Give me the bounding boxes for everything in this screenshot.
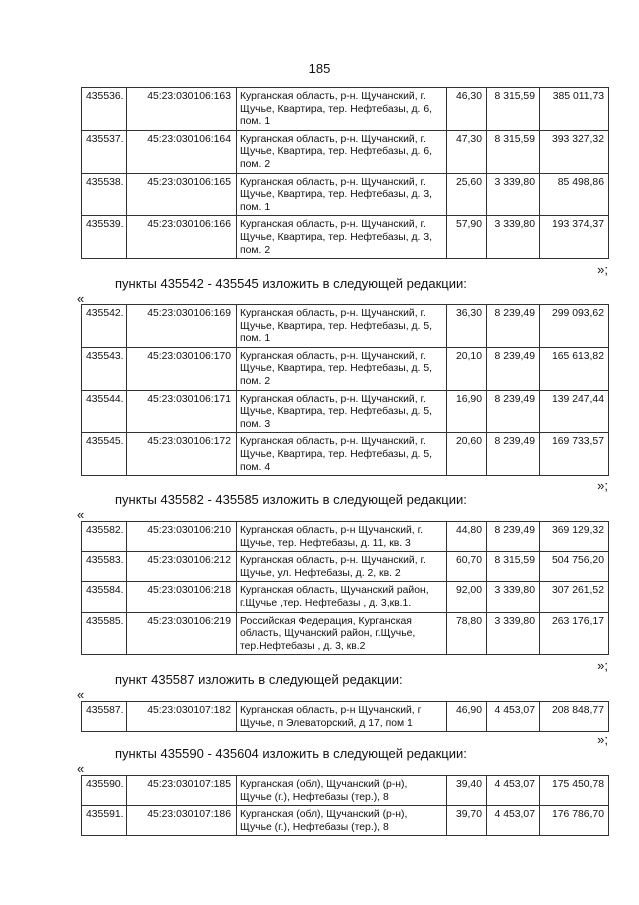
opening-quote: « (77, 507, 85, 522)
specific-value-cell: 8 239,49 (487, 305, 540, 348)
specific-value-cell: 4 453,07 (487, 806, 540, 836)
cadastral-value-cell: 393 327,32 (540, 130, 609, 173)
table-row (82, 88, 609, 131)
row-number-cell: 435583. (82, 552, 127, 582)
cadastral-value-cell: 169 733,57 (540, 433, 609, 476)
specific-value-cell: 4 453,07 (487, 702, 540, 732)
row-number-cell: 435538. (82, 173, 127, 216)
specific-value-cell: 8 315,59 (487, 130, 540, 173)
cadastral-number-cell: 45:23:030106:170 (127, 347, 237, 390)
address-cell: Курганская область, р-н. Щучанский, г. Щучье, Квартира, тер. Нефтебазы, д. 3, пом. 2 (237, 216, 447, 259)
specific-value-cell: 3 339,80 (487, 582, 540, 612)
specific-value-cell: 8 239,49 (487, 347, 540, 390)
row-number-cell: 435539. (82, 216, 127, 259)
cadastral-value-cell: 369 129,32 (540, 522, 609, 552)
table-row (82, 776, 609, 806)
opening-quote: « (77, 687, 85, 702)
area-cell: 46,30 (447, 88, 487, 131)
table-row (82, 173, 609, 216)
cadastral-number-cell: 45:23:030106:210 (127, 522, 237, 552)
address-cell: Курганская область, р-н. Щучанский, г. Щучье, ул. Нефтебазы, д. 2, кв. 2 (237, 552, 447, 582)
closing-quote: »; (597, 262, 608, 277)
row-number-cell: 435587. (82, 702, 127, 732)
table-row (82, 347, 609, 390)
specific-value-cell: 3 339,80 (487, 216, 540, 259)
area-cell: 44,80 (447, 522, 487, 552)
address-cell: Курганская область, р-н. Щучанский, г. Щучье, Квартира, тер. Нефтебазы, д. 5, пом. 4 (237, 433, 447, 476)
closing-quote: »; (597, 658, 608, 673)
area-cell: 25,60 (447, 173, 487, 216)
cadastral-number-cell: 45:23:030106:164 (127, 130, 237, 173)
cadastral-number-cell: 45:23:030106:212 (127, 552, 237, 582)
cadastral-value-cell: 176 786,70 (540, 806, 609, 836)
address-cell: Курганская область, р-н Щучанский, г Щучье, п Элеваторский, д 17, пом 1 (237, 702, 447, 732)
amendment-instruction: пункты 435590 - 435604 изложить в следующей редакции: (115, 746, 467, 761)
area-cell: 36,30 (447, 305, 487, 348)
specific-value-cell: 4 453,07 (487, 776, 540, 806)
table-row (82, 433, 609, 476)
cadastral-number-cell: 45:23:030106:166 (127, 216, 237, 259)
registry-table-1 (81, 87, 609, 259)
table-row (82, 612, 609, 655)
address-cell: Курганская область, р-н. Щучанский, г. Щучье, Квартира, тер. Нефтебазы, д. 6, пом. 1 (237, 88, 447, 131)
address-cell: Курганская (обл), Щучанский (р-н), Щучье (г.), Нефтебазы (тер.), 8 (237, 806, 447, 836)
specific-value-cell: 3 339,80 (487, 173, 540, 216)
address-cell: Курганская область, Щучанский район, г.Щучье ,тер. Нефтебазы , д. 3,кв.1. (237, 582, 447, 612)
row-number-cell: 435582. (82, 522, 127, 552)
opening-quote: « (77, 291, 85, 306)
cadastral-value-cell: 208 848,77 (540, 702, 609, 732)
address-cell: Курганская область, р-н. Щучанский, г. Щучье, Квартира, тер. Нефтебазы, д. 5, пом. 2 (237, 347, 447, 390)
table-row (82, 582, 609, 612)
amendment-instruction: пункты 435582 - 435585 изложить в следующей редакции: (115, 492, 467, 507)
specific-value-cell: 8 239,49 (487, 390, 540, 433)
registry-table-4 (81, 701, 609, 732)
cadastral-value-cell: 175 450,78 (540, 776, 609, 806)
cadastral-number-cell: 45:23:030106:165 (127, 173, 237, 216)
page-number: 185 (308, 61, 331, 76)
cadastral-number-cell: 45:23:030106:169 (127, 305, 237, 348)
area-cell: 39,40 (447, 776, 487, 806)
specific-value-cell: 8 239,49 (487, 433, 540, 476)
cadastral-value-cell: 165 613,82 (540, 347, 609, 390)
area-cell: 57,90 (447, 216, 487, 259)
area-cell: 78,80 (447, 612, 487, 655)
closing-quote: »; (597, 478, 608, 493)
area-cell: 46,90 (447, 702, 487, 732)
cadastral-number-cell: 45:23:030106:172 (127, 433, 237, 476)
table-row (82, 390, 609, 433)
cadastral-value-cell: 299 093,62 (540, 305, 609, 348)
area-cell: 20,10 (447, 347, 487, 390)
specific-value-cell: 3 339,80 (487, 612, 540, 655)
row-number-cell: 435584. (82, 582, 127, 612)
cadastral-number-cell: 45:23:030106:219 (127, 612, 237, 655)
registry-table-2 (81, 304, 609, 476)
table-row (82, 806, 609, 836)
area-cell: 47,30 (447, 130, 487, 173)
specific-value-cell: 8 239,49 (487, 522, 540, 552)
area-cell: 39,70 (447, 806, 487, 836)
address-cell: Курганская область, р-н. Щучанский, г. Щучье, Квартира, тер. Нефтебазы, д. 3, пом. 1 (237, 173, 447, 216)
address-cell: Курганская область, р-н. Щучанский, г. Щучье, Квартира, тер. Нефтебазы, д. 5, пом. 3 (237, 390, 447, 433)
specific-value-cell: 8 315,59 (487, 552, 540, 582)
area-cell: 20,60 (447, 433, 487, 476)
cadastral-number-cell: 45:23:030106:163 (127, 88, 237, 131)
table-row (82, 552, 609, 582)
table-row (82, 522, 609, 552)
cadastral-value-cell: 139 247,44 (540, 390, 609, 433)
area-cell: 16,90 (447, 390, 487, 433)
amendment-instruction: пункты 435542 - 435545 изложить в следующей редакции: (115, 276, 467, 291)
row-number-cell: 435585. (82, 612, 127, 655)
closing-quote: »; (597, 732, 608, 747)
cadastral-value-cell: 263 176,17 (540, 612, 609, 655)
area-cell: 92,00 (447, 582, 487, 612)
address-cell: Курганская область, р-н. Щучанский, г. Щучье, Квартира, тер. Нефтебазы, д. 5, пом. 1 (237, 305, 447, 348)
address-cell: Курганская (обл), Щучанский (р-н), Щучье (г.), Нефтебазы (тер.), 8 (237, 776, 447, 806)
table-row (82, 305, 609, 348)
address-cell: Курганская область, р-н. Щучанский, г. Щучье, Квартира, тер. Нефтебазы, д. 6, пом. 2 (237, 130, 447, 173)
cadastral-value-cell: 385 011,73 (540, 88, 609, 131)
cadastral-number-cell: 45:23:030107:185 (127, 776, 237, 806)
cadastral-number-cell: 45:23:030106:171 (127, 390, 237, 433)
cadastral-number-cell: 45:23:030107:182 (127, 702, 237, 732)
row-number-cell: 435591. (82, 806, 127, 836)
row-number-cell: 435536. (82, 88, 127, 131)
row-number-cell: 435545. (82, 433, 127, 476)
address-cell: Российская Федерация, Курганская область, Щучанский район, г.Щучье, тер.Нефтебазы , д. 3, кв.2 (237, 612, 447, 655)
registry-table-5 (81, 775, 609, 836)
cadastral-number-cell: 45:23:030107:186 (127, 806, 237, 836)
cadastral-number-cell: 45:23:030106:218 (127, 582, 237, 612)
specific-value-cell: 8 315,59 (487, 88, 540, 131)
opening-quote: « (77, 761, 85, 776)
cadastral-value-cell: 193 374,37 (540, 216, 609, 259)
cadastral-value-cell: 85 498,86 (540, 173, 609, 216)
row-number-cell: 435590. (82, 776, 127, 806)
table-row (82, 216, 609, 259)
row-number-cell: 435542. (82, 305, 127, 348)
table-row (82, 130, 609, 173)
table-row (82, 702, 609, 732)
cadastral-value-cell: 504 756,20 (540, 552, 609, 582)
row-number-cell: 435543. (82, 347, 127, 390)
row-number-cell: 435537. (82, 130, 127, 173)
area-cell: 60,70 (447, 552, 487, 582)
address-cell: Курганская область, р-н Щучанский, г. Щучье, тер. Нефтебазы, д. 11, кв. 3 (237, 522, 447, 552)
amendment-instruction: пункт 435587 изложить в следующей редакции: (115, 672, 403, 687)
registry-table-3 (81, 521, 609, 655)
cadastral-value-cell: 307 261,52 (540, 582, 609, 612)
row-number-cell: 435544. (82, 390, 127, 433)
